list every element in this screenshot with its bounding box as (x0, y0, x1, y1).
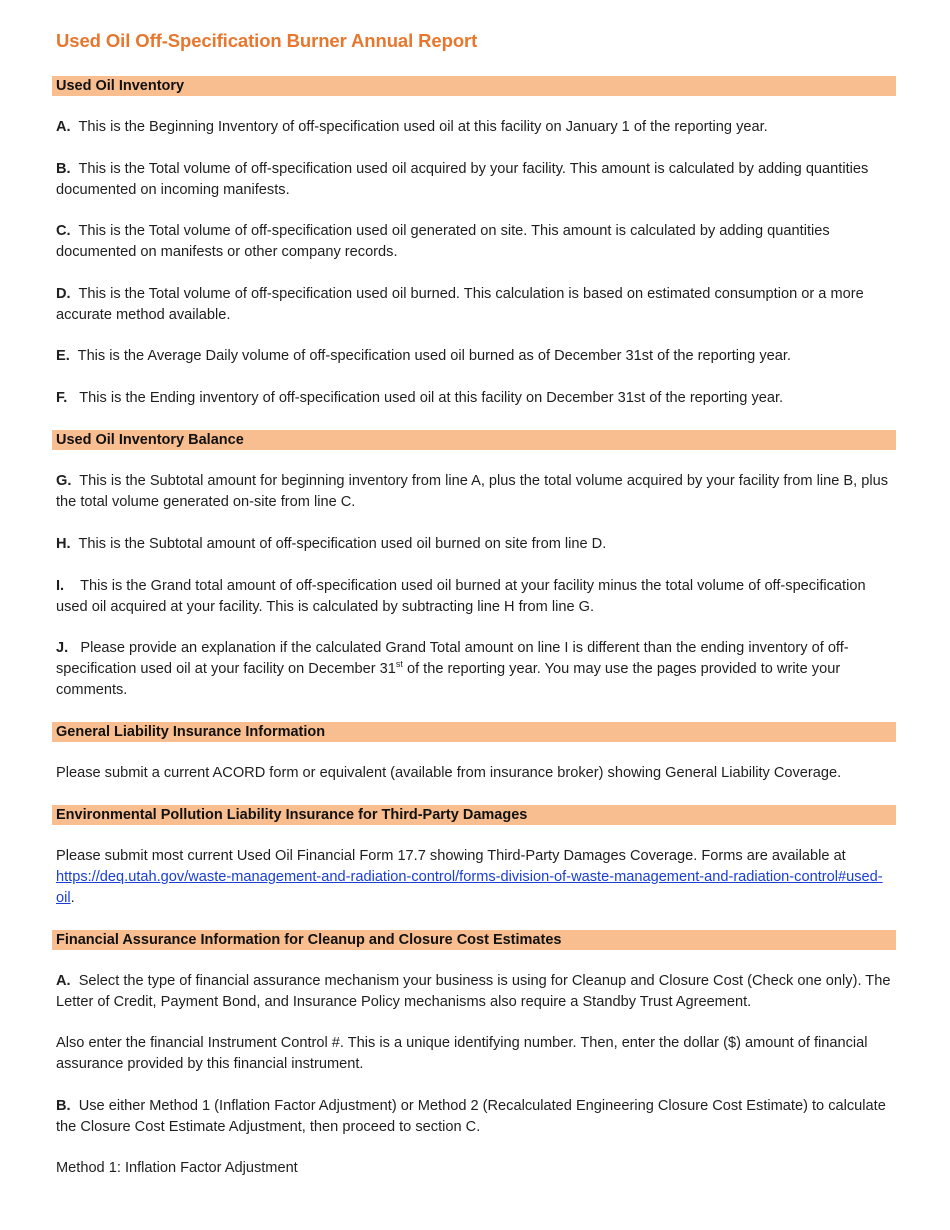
item-text: This is the Average Daily volume of off-specification used oil burned as of December 31st of the reporting year. (77, 348, 791, 364)
item-text: This is the Grand total amount of off-specification used oil burned at your facility minus the total volume of off-specification used oil acquired at your facility. This is calculated by subtracting line H from line G. (56, 578, 866, 615)
superscript: st (395, 659, 403, 670)
item-letter: G. (56, 473, 72, 489)
item-letter: B. (56, 161, 71, 177)
item-text: This is the Ending inventory of off-specification used oil at this facility on December 31st of the reporting year. (79, 390, 784, 406)
item-letter: A. (56, 973, 71, 989)
item-letter: F. (56, 390, 68, 406)
financial-item-b (56, 1096, 896, 1138)
item-text: Please provide an explanation if the calculated Grand Total amount on line I is different than the ending inventory of off-specification used oil at your facility on December 31 (56, 640, 849, 677)
item-letter: C. (56, 223, 71, 239)
inventory-item-f (56, 388, 896, 409)
pollution-period: . (70, 890, 75, 906)
item-text: This is the Beginning Inventory of off-specification used oil at this facility on January 1 of the reporting year. (78, 119, 768, 135)
item-letter: A. (56, 119, 71, 135)
inventory-item-c (56, 221, 896, 263)
section-heading-liability: General Liability Insurance Information (52, 722, 896, 742)
item-text: This is the Total volume of off-specification used oil burned. This calculation is based on estimated consumption or a more accurate method available. (56, 286, 864, 323)
item-letter: E. (56, 348, 70, 364)
pollution-body: Please submit most current Used Oil Financial Form 17.7 showing Third-Party Damages Coverage. Forms are available at (56, 848, 846, 864)
item-text: This is the Total volume of off-specification used oil generated on site. This amount is calculated by adding quantities documented on manifests or other company records. (56, 223, 830, 260)
item-text: Select the type of financial assurance mechanism your business is using for Cleanup and Closure Cost (Check one only). The Letter of Credit, Payment Bond, and Insurance Policy mechanisms also require a Standby Trust Agreement. (56, 973, 891, 1010)
section-heading-inventory: Used Oil Inventory (52, 76, 896, 96)
inventory-item-a (56, 117, 896, 138)
balance-item-i (56, 576, 896, 618)
item-letter: B. (56, 1098, 71, 1114)
financial-item-a (56, 971, 896, 1013)
balance-item-j (56, 638, 896, 701)
method-1-label: Method 1: Inflation Factor Adjustment (56, 1160, 298, 1176)
balance-item-g (56, 471, 896, 513)
section-heading-pollution: Environmental Pollution Liability Insurance for Third-Party Damages (52, 805, 896, 825)
page-title: Used Oil Off-Specification Burner Annual Report (56, 30, 478, 51)
section-heading-balance: Used Oil Inventory Balance (52, 430, 896, 450)
forms-link[interactable]: https://deq.utah.gov/waste-management-and-radiation-control/forms-division-of-waste-management-and-radiation-control#used-oil (56, 869, 883, 906)
item-text: This is the Total volume of off-specification used oil acquired by your facility. This amount is calculated by adding quantities documented on incoming manifests. (56, 161, 869, 198)
item-text-after: of the reporting year. You may use the pages provided to write your comments. (56, 661, 841, 698)
balance-item-h (56, 534, 896, 555)
item-letter: I. (56, 578, 65, 594)
item-text: This is the Subtotal amount for beginning inventory from line A, plus the total volume acquired by your facility from line B, plus the total volume generated on-site from line C. (56, 473, 889, 510)
financial-control-text: Also enter the financial Instrument Control #. This is a unique identifying number. Then, enter the dollar ($) amount of financial assurance provided by this financial instrument. (56, 1035, 868, 1072)
item-text: This is the Subtotal amount of off-specification used oil burned on site from line D. (78, 536, 607, 552)
inventory-item-e (56, 346, 896, 367)
inventory-item-b (56, 159, 896, 201)
item-letter: D. (56, 286, 71, 302)
pollution-text (56, 846, 896, 909)
liability-text: Please submit a current ACORD form or equivalent (available from insurance broker) showing General Liability Coverage. (56, 765, 842, 781)
section-heading-financial: Financial Assurance Information for Cleanup and Closure Cost Estimates (52, 930, 896, 950)
item-letter: H. (56, 536, 71, 552)
inventory-item-d (56, 284, 896, 326)
item-letter: J. (56, 640, 69, 656)
item-text: Use either Method 1 (Inflation Factor Adjustment) or Method 2 (Recalculated Engineering Closure Cost Estimate) to calculate the Closure Cost Estimate Adjustment, then proceed to section C. (56, 1098, 886, 1135)
